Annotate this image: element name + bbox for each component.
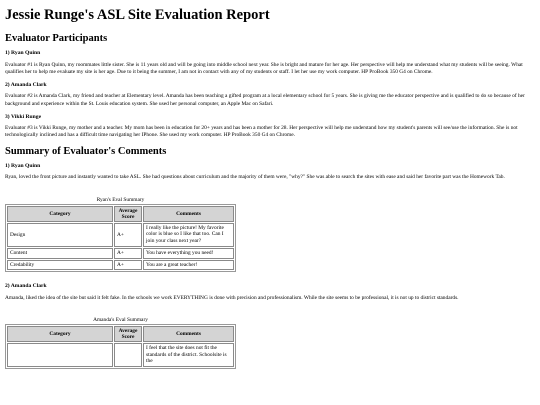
participant-name: 2) Amanda Clark [5,82,47,89]
participants-heading: Evaluator Participants [5,32,108,44]
category-header: Category [7,326,113,342]
evaluator-name: 2) Amanda Clark [5,283,47,290]
table-row [7,248,234,259]
comments-cell: I feel that the site does not fit the standards of the district. Schoolsite is the [143,343,234,367]
category-cell: Design [7,223,113,247]
eval-summary-table [5,204,236,273]
table-row [7,223,234,247]
evaluator-summary-2 [5,283,535,374]
comments-cell: You have everything you need! [143,248,234,259]
comments-cell: I really like the picture! My favorite color is blue so I like that too. Can I join your class next year? [143,223,234,247]
eval-summary-table [5,324,236,369]
participant-name: 1) Ryan Quinn [5,50,41,57]
participant-description: Evaluator #2 is Amanda Clark, my friend and teacher at Elementary level. Amanda has been teaching a gifted program at a local elementary school for 5 years. She is giving me the educator perspective and is qualified to do so because of her background and experience within the St. Louis education system. She used her personal computer, an Apple Mac on Safari. [5,93,525,107]
category-cell: Credability [7,260,113,271]
score-header: Average Score [114,326,142,342]
table-row [7,260,234,271]
evaluator-summary-text: Ryan, loved the front picture and instantly wanted to take ASL. She had questions about curriculum and the majority of them were, "why?" She was able to search the sites with ease and said her favorite part was the Homework Tab. [5,174,505,181]
table-row [7,343,234,367]
summary-heading: Summary of Evaluator's Comments [5,145,167,157]
participant-description: Evaluator #3 is Vikki Runge, my mother and a teacher. My mom has been in education for 20+ years and has been a mother for 28. Her perspective will help me understand how my student's parents will see/use the information. She is not technologically inclined and has a difficult time navigating her IPhone. She used my work computer. HP ProBook 350 G4 on Chrome. [5,125,518,139]
evaluator-name: 1) Ryan Quinn [5,163,41,170]
comments-cell: You are a great teacher! [143,260,234,271]
table-caption: Amanda's Eval Summary [93,316,148,323]
participant-name: 3) Vikki Runge [5,113,42,120]
evaluator-summary-1 [5,163,535,277]
category-cell: Content [7,248,113,259]
score-cell: A+ [114,260,142,271]
table-caption: Ryan's Eval Summary [96,196,145,203]
score-cell: A+ [114,248,142,259]
category-header: Category [7,206,113,222]
score-cell: A+ [114,223,142,247]
participant-1 [5,50,535,76]
eval-table-wrapper [5,197,236,273]
score-header: Average Score [114,206,142,222]
table-header-row [7,326,234,342]
table-header-row [7,206,234,222]
participant-description: Evaluator #1 is Ryan Quinn, my roommates little sister. She is 11 years old and will be going into middle school next year. She is bright and mature for her age. Her perspective will help me understand what my students will be seeing. What qualifies her to help me evaluate my site is her age. Due to it being the summer, I am not in contact with any of my students or staff. I let her use my work computer. HP ProBook 350 G4 on Chrome. [5,61,523,75]
participant-3 [5,114,535,140]
page-title: Jessie Runge's ASL Site Evaluation Report [5,7,270,23]
comments-header: Comments [143,206,234,222]
participant-2 [5,82,535,108]
evaluator-summary-text: Amanda, liked the idea of the site but said it felt fake. In the schools we work EVERYTHING is done with precision and professionalism. While the site seems to be professional, it is not up to district standards. [5,294,459,301]
eval-table-wrapper [5,317,236,369]
score-cell [114,343,142,367]
category-cell [7,343,113,367]
comments-header: Comments [143,326,234,342]
